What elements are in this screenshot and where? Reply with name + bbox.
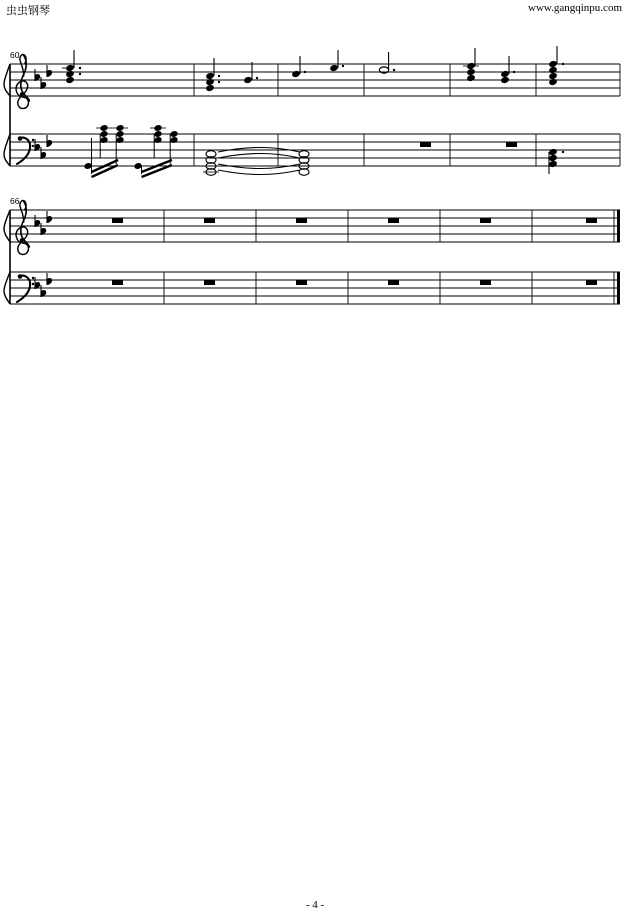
measure-number-60: 60 <box>10 50 20 60</box>
whole-rests-bass <box>112 280 597 285</box>
brace-lower <box>4 134 10 166</box>
measure-64-treble-chord <box>463 48 515 84</box>
measure-63-bass-whole-rest <box>420 142 431 147</box>
brace-upper <box>4 64 10 96</box>
music-system-1 <box>8 52 622 182</box>
treble-clef <box>16 55 29 109</box>
measure-61-bass-tied-chord <box>203 148 309 176</box>
brace-upper-2 <box>4 210 10 242</box>
whole-rests-treble <box>112 218 597 223</box>
measure-60-treble-chord <box>62 50 81 84</box>
treble-staff-lines <box>10 64 620 96</box>
key-signature-bass <box>35 135 52 159</box>
system-1-notation <box>8 52 622 187</box>
site-name-watermark: 虫虫钢琴 <box>6 4 50 17</box>
key-signature-treble-2 <box>35 211 52 235</box>
system-2-notation <box>8 198 622 313</box>
measure-60-bass-notes <box>83 124 178 177</box>
measure-65-bass-chord <box>548 148 564 174</box>
key-signature-bass-2 <box>35 273 52 297</box>
brace-lower-2 <box>4 272 10 304</box>
bass-staff-lines-2 <box>10 272 620 304</box>
key-signature-treble <box>35 65 52 89</box>
measure-64-bass-whole-rest <box>506 142 517 147</box>
page-number: - 4 - <box>305 899 325 911</box>
barlines-2 <box>164 210 532 304</box>
treble-clef-2 <box>16 201 29 255</box>
music-system-2 <box>8 198 622 308</box>
measure-61-treble-notes <box>205 58 258 92</box>
treble-staff-lines-2 <box>10 210 620 242</box>
measure-63-treble-note <box>379 52 395 73</box>
measure-number-66: 66 <box>10 196 20 206</box>
final-barline <box>614 210 620 304</box>
site-url-watermark: www.gangqinpu.com <box>528 2 622 14</box>
